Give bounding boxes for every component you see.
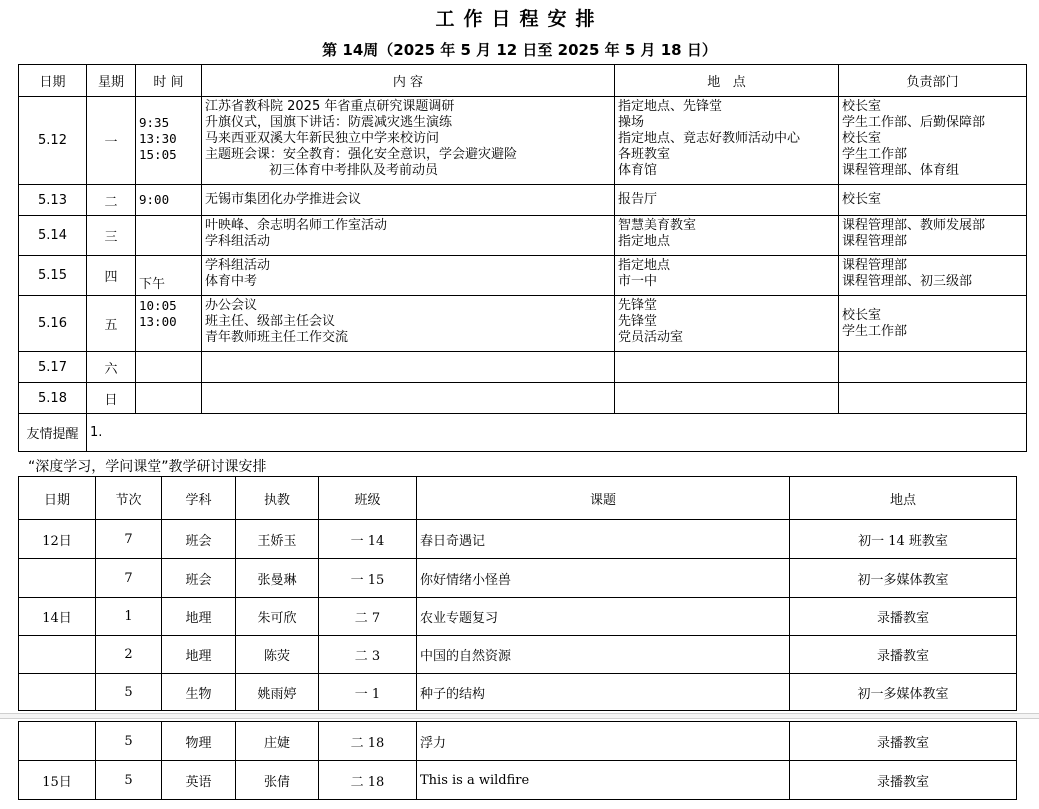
time-line: 13:00: [139, 314, 177, 329]
lesson-subject: 生物: [162, 674, 236, 711]
header-place: 地点: [790, 477, 1017, 520]
row-times: [136, 185, 202, 216]
row-places: [615, 185, 839, 216]
schedule-row: [19, 296, 1027, 352]
dept-line: 校长室: [842, 307, 882, 323]
lesson-subject: 班会: [162, 559, 236, 598]
row-date: 5.13: [19, 185, 87, 216]
lesson-class: 二 18: [319, 761, 417, 800]
header-time: 时 间: [136, 65, 202, 97]
lesson-topic: 浮力: [417, 722, 790, 761]
table-row: [19, 559, 1017, 598]
row-places: [615, 216, 839, 256]
content-line: 无锡市集团化办学推进会议: [205, 192, 362, 207]
schedule-header: [19, 65, 1027, 97]
place-line: 报告厅: [618, 192, 658, 207]
header-class: 班级: [319, 477, 417, 520]
lesson-teacher: 陈荧: [236, 636, 319, 674]
header-content: 内 容: [202, 65, 615, 97]
schedule-table: [18, 64, 1027, 452]
dept-line: 课程管理部、体育组: [842, 163, 960, 178]
row-places: [615, 256, 839, 296]
table-row: [19, 722, 1017, 761]
schedule-row: [19, 97, 1027, 185]
table-row: [19, 674, 1017, 711]
time-line: 10:05: [139, 298, 177, 313]
time-line: 15:05: [139, 147, 177, 162]
content-line: 体育中考: [205, 274, 258, 289]
dept-line: 校长室: [842, 192, 882, 207]
lesson-class: 二 18: [319, 722, 417, 761]
header-topic: 课题: [417, 477, 790, 520]
lesson-subject: 物理: [162, 722, 236, 761]
header-place: 地 点: [615, 65, 839, 97]
dept-line: 课程管理部: [842, 258, 908, 273]
time-line: 9:00: [139, 192, 170, 207]
content-line: 学科组活动: [205, 234, 271, 249]
row-weekday: 日: [87, 383, 136, 414]
row-departments: [839, 296, 1027, 352]
lesson-subject: 班会: [162, 520, 236, 559]
row-places: [615, 383, 839, 414]
dept-line: 校长室: [842, 99, 882, 114]
schedule-row: [19, 352, 1027, 383]
schedule-row: [19, 185, 1027, 216]
place-line: 指定地点、竟志好教师活动中心: [618, 131, 801, 146]
reminder-row: [19, 414, 1027, 452]
row-departments: [839, 352, 1027, 383]
header-date: 日期: [19, 477, 96, 520]
row-date: 5.14: [19, 216, 87, 256]
row-weekday: 二: [87, 185, 136, 216]
lesson-subject: 地理: [162, 598, 236, 636]
lesson-date: 15日: [19, 761, 96, 800]
page-break-divider: [0, 713, 1039, 719]
row-departments: [839, 383, 1027, 414]
content-line: 主题班会课：安全教育：强化安全意识，学会避灾避险: [205, 147, 518, 162]
row-weekday: 一: [87, 97, 136, 185]
lesson-teacher: 王娇玉: [236, 520, 319, 559]
lesson-period: 1: [96, 598, 162, 636]
row-places: [615, 352, 839, 383]
row-content: [202, 352, 615, 383]
row-content: [202, 256, 615, 296]
place-line: 体育馆: [618, 163, 658, 178]
header-department: 负责部门: [839, 65, 1027, 97]
row-content: [202, 185, 615, 216]
row-date: 5.12: [19, 97, 87, 185]
lesson-teacher: 张曼琳: [236, 559, 319, 598]
lessons-title: “深度学习，学问课堂”教学研讨课安排: [28, 459, 267, 475]
place-line: 党员活动室: [618, 330, 684, 345]
lesson-date: [19, 722, 96, 761]
place-line: 先锋堂: [618, 298, 658, 313]
table-row: [19, 598, 1017, 636]
row-weekday: 四: [87, 256, 136, 296]
row-places: [615, 296, 839, 352]
row-date: 5.16: [19, 296, 87, 352]
lesson-period: 5: [96, 722, 162, 761]
row-departments: [839, 185, 1027, 216]
lesson-topic: 春日奇遇记: [417, 520, 790, 559]
lesson-date: [19, 559, 96, 598]
lesson-topic: 种子的结构: [417, 674, 790, 711]
content-line: 学科组活动: [205, 258, 271, 273]
lesson-teacher: 朱可欣: [236, 598, 319, 636]
row-weekday: 三: [87, 216, 136, 256]
time-line: 下午: [139, 277, 166, 292]
lesson-subject: 英语: [162, 761, 236, 800]
header-weekday: 星期: [87, 65, 136, 97]
schedule-row: [19, 216, 1027, 256]
lesson-topic: 中国的自然资源: [417, 636, 790, 674]
lesson-place: 录播教室: [790, 598, 1017, 636]
time-line: 13:30: [139, 131, 177, 146]
time-line: [139, 99, 198, 115]
place-line: 先锋堂: [618, 314, 658, 329]
dept-line: 学生工作部、后勤保障部: [842, 115, 986, 130]
lesson-place: 录播教室: [790, 761, 1017, 800]
place-line: 指定地点: [618, 234, 671, 249]
place-line: 指定地点: [618, 258, 671, 273]
lesson-period: 5: [96, 674, 162, 711]
content-line: 班主任、级部主任会议: [205, 314, 336, 329]
lesson-teacher: 姚雨婷: [236, 674, 319, 711]
lesson-class: 二 3: [319, 636, 417, 674]
row-content: [202, 97, 615, 185]
lesson-place: 录播教室: [790, 722, 1017, 761]
lesson-place: 初一多媒体教室: [790, 559, 1017, 598]
header-teacher: 执教: [236, 477, 319, 520]
lesson-date: [19, 636, 96, 674]
dept-line: 校长室: [842, 131, 882, 146]
dept-line: 课程管理部、教师发展部: [842, 218, 986, 233]
place-line: 指定地点、先锋堂: [618, 99, 723, 114]
content-line: 办公会议: [205, 298, 258, 313]
lesson-class: 一 14: [319, 520, 417, 559]
document-title: 工作日程安排: [435, 8, 604, 30]
content-line: 马来西亚双溪大年新民独立中学来校访问: [205, 131, 440, 146]
table-row: [19, 520, 1017, 559]
time-line: 9:35: [139, 115, 170, 130]
lesson-period: 5: [96, 761, 162, 800]
place-line: 各班教室: [618, 147, 671, 162]
lesson-date: [19, 674, 96, 711]
row-departments: [839, 216, 1027, 256]
row-date: 5.18: [19, 383, 87, 414]
row-times: [136, 296, 202, 352]
content-line: 江苏省教科院 2025 年省重点研究课题调研: [205, 99, 455, 114]
row-weekday: 六: [87, 352, 136, 383]
week-subtitle: 第 14周（2025 年 5 月 12 日至 2025 年 5 月 18 日）: [322, 41, 717, 59]
row-weekday: 五: [87, 296, 136, 352]
row-times: [136, 383, 202, 414]
row-times: [136, 256, 202, 296]
dept-line: 课程管理部: [842, 234, 908, 249]
row-times: [136, 97, 202, 185]
row-times: [136, 216, 202, 256]
row-date: 5.15: [19, 256, 87, 296]
table-row: [19, 636, 1017, 674]
lessons-table-continued: [18, 721, 1017, 800]
content-line: 青年教师班主任工作交流: [205, 330, 349, 345]
row-content: [202, 383, 615, 414]
row-departments: [839, 97, 1027, 185]
dept-line: 课程管理部、初三级部: [842, 274, 973, 289]
dept-line: 学生工作部: [842, 147, 908, 162]
lesson-class: 一 1: [319, 674, 417, 711]
lesson-period: 7: [96, 559, 162, 598]
lesson-period: 7: [96, 520, 162, 559]
schedule-row: [19, 256, 1027, 296]
schedule-row: [19, 383, 1027, 414]
lesson-date: 12日: [19, 520, 96, 559]
lesson-teacher: 庄婕: [236, 722, 319, 761]
lesson-class: 一 15: [319, 559, 417, 598]
reminder-text: 1.: [87, 414, 1027, 452]
lesson-place: 初一 14 班教室: [790, 520, 1017, 559]
reminder-label: 友情提醒: [19, 414, 87, 452]
place-line: 操场: [618, 115, 645, 130]
content-line: 初三体育中考排队及考前动员: [269, 163, 439, 178]
place-line: 智慧美育教室: [618, 218, 697, 233]
dept-line: 学生工作部: [842, 323, 908, 339]
place-line: 市一中: [618, 274, 658, 289]
lesson-subject: 地理: [162, 636, 236, 674]
header-subject: 学科: [162, 477, 236, 520]
lesson-topic: This is a wildfire: [417, 761, 790, 800]
lesson-topic: 农业专题复习: [417, 598, 790, 636]
lesson-topic: 你好情绪小怪兽: [417, 559, 790, 598]
row-content: [202, 296, 615, 352]
row-places: [615, 97, 839, 185]
lesson-teacher: 张倩: [236, 761, 319, 800]
lessons-table: [18, 476, 1017, 711]
lesson-place: 录播教室: [790, 636, 1017, 674]
header-date: 日期: [19, 65, 87, 97]
row-content: [202, 216, 615, 256]
content-line: 升旗仪式，国旗下讲话：防震减灾逃生演练: [205, 115, 453, 130]
lesson-period: 2: [96, 636, 162, 674]
content-line: 叶映峰、余志明名师工作室活动: [205, 218, 388, 233]
row-departments: [839, 256, 1027, 296]
lesson-date: 14日: [19, 598, 96, 636]
row-date: 5.17: [19, 352, 87, 383]
table-row: [19, 761, 1017, 800]
lessons-header: [19, 477, 1017, 520]
lesson-class: 二 7: [319, 598, 417, 636]
header-period: 节次: [96, 477, 162, 520]
row-times: [136, 352, 202, 383]
lesson-place: 初一多媒体教室: [790, 674, 1017, 711]
